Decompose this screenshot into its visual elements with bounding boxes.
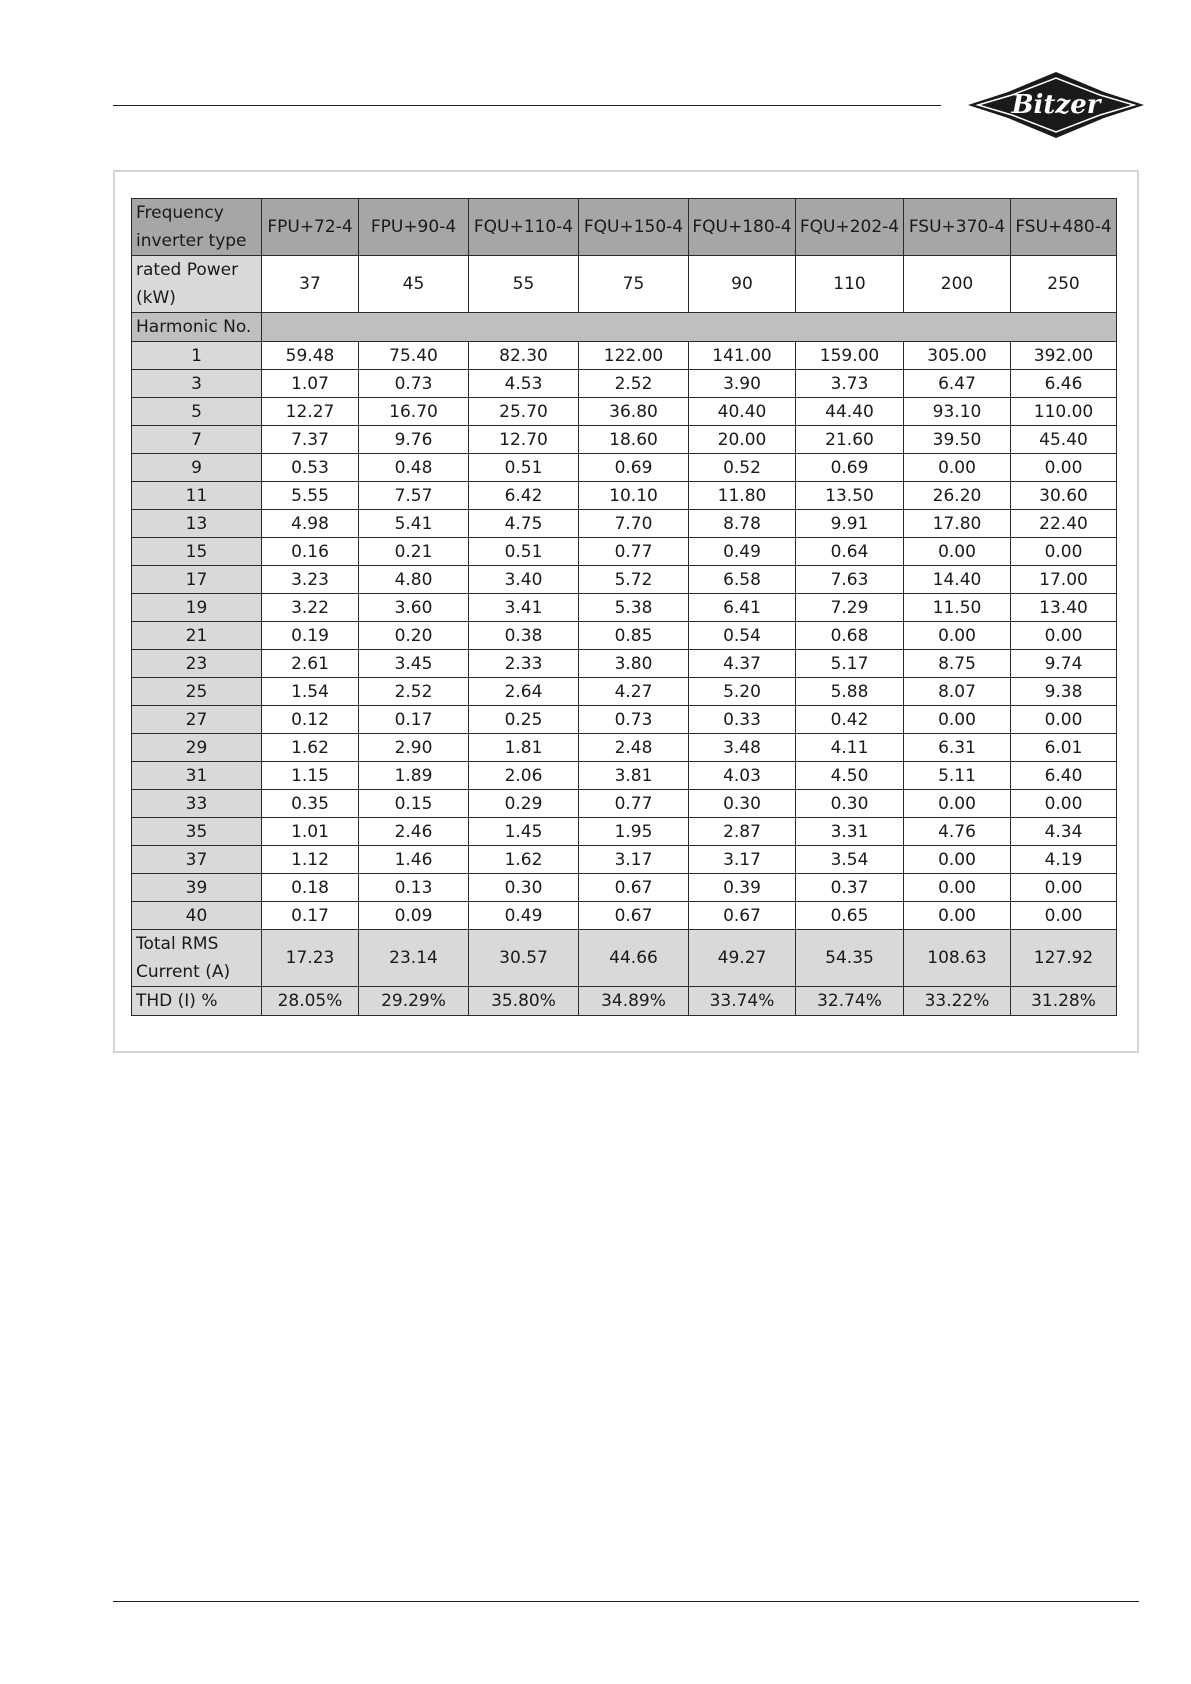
harmonic-value: 0.25 <box>469 706 579 734</box>
harmonic-value: 18.60 <box>579 426 689 454</box>
harmonic-value: 22.40 <box>1011 510 1117 538</box>
harmonic-value: 44.40 <box>796 398 904 426</box>
harmonic-number: 5 <box>132 398 262 426</box>
harmonic-value: 1.95 <box>579 818 689 846</box>
harmonic-value: 0.30 <box>689 790 796 818</box>
harmonic-value: 3.81 <box>579 762 689 790</box>
total-rms-label: Total RMS Current (A) <box>132 930 262 987</box>
harmonic-value: 1.07 <box>262 370 359 398</box>
harmonic-value: 0.00 <box>904 790 1011 818</box>
table-row <box>132 370 1117 398</box>
total-rms-value: 30.57 <box>469 930 579 987</box>
harmonic-value: 0.67 <box>579 902 689 930</box>
thd-value: 29.29% <box>359 987 469 1016</box>
harmonic-value: 1.62 <box>469 846 579 874</box>
harmonic-number: 9 <box>132 454 262 482</box>
harmonic-value: 6.42 <box>469 482 579 510</box>
table-row <box>132 734 1117 762</box>
harmonic-number: 29 <box>132 734 262 762</box>
harmonic-value: 0.52 <box>689 454 796 482</box>
harmonic-value: 1.81 <box>469 734 579 762</box>
harmonic-value: 0.00 <box>1011 902 1117 930</box>
table-row <box>132 790 1117 818</box>
harmonic-number: 31 <box>132 762 262 790</box>
harmonic-value: 3.31 <box>796 818 904 846</box>
harmonic-value: 12.27 <box>262 398 359 426</box>
table-row <box>132 818 1117 846</box>
harmonic-value: 11.80 <box>689 482 796 510</box>
harmonic-value: 0.67 <box>579 874 689 902</box>
harmonic-value: 305.00 <box>904 342 1011 370</box>
harmonic-number: 7 <box>132 426 262 454</box>
harmonic-value: 0.77 <box>579 538 689 566</box>
harmonic-value: 0.00 <box>1011 622 1117 650</box>
thd-value: 34.89% <box>579 987 689 1016</box>
harmonic-value: 3.80 <box>579 650 689 678</box>
harmonic-value: 0.19 <box>262 622 359 650</box>
harmonic-label: Harmonic No. <box>132 313 262 342</box>
harmonic-value: 2.52 <box>579 370 689 398</box>
harmonic-value: 4.53 <box>469 370 579 398</box>
harmonic-value: 25.70 <box>469 398 579 426</box>
harmonic-value: 8.75 <box>904 650 1011 678</box>
harmonic-value: 0.18 <box>262 874 359 902</box>
table-row <box>132 594 1117 622</box>
thd-value: 33.22% <box>904 987 1011 1016</box>
harmonic-value: 12.70 <box>469 426 579 454</box>
harmonic-value: 0.65 <box>796 902 904 930</box>
footer-rule <box>113 1601 1139 1602</box>
thd-row <box>132 987 1117 1016</box>
harmonic-value: 2.52 <box>359 678 469 706</box>
harmonic-value: 0.35 <box>262 790 359 818</box>
harmonic-value: 0.20 <box>359 622 469 650</box>
thd-value: 32.74% <box>796 987 904 1016</box>
harmonic-value: 4.76 <box>904 818 1011 846</box>
harmonic-value: 0.73 <box>579 706 689 734</box>
harmonic-value: 36.80 <box>579 398 689 426</box>
rated-power-value: 37 <box>262 256 359 313</box>
table-row <box>132 454 1117 482</box>
harmonic-value: 0.00 <box>1011 454 1117 482</box>
harmonic-value: 1.62 <box>262 734 359 762</box>
harmonic-value: 0.21 <box>359 538 469 566</box>
harmonic-value: 0.51 <box>469 454 579 482</box>
total-rms-value: 49.27 <box>689 930 796 987</box>
harmonic-value: 5.11 <box>904 762 1011 790</box>
table-row <box>132 706 1117 734</box>
harmonic-value: 0.00 <box>904 622 1011 650</box>
harmonic-value: 1.15 <box>262 762 359 790</box>
table-row <box>132 538 1117 566</box>
harmonic-value: 2.33 <box>469 650 579 678</box>
rated-power-row <box>132 256 1117 313</box>
harmonic-value: 7.57 <box>359 482 469 510</box>
thd-value: 33.74% <box>689 987 796 1016</box>
harmonic-value: 4.19 <box>1011 846 1117 874</box>
harmonic-value: 0.00 <box>1011 874 1117 902</box>
harmonic-value: 1.46 <box>359 846 469 874</box>
harmonic-value: 2.46 <box>359 818 469 846</box>
harmonic-value: 0.00 <box>904 706 1011 734</box>
harmonic-value: 2.64 <box>469 678 579 706</box>
harmonic-value: 1.45 <box>469 818 579 846</box>
harmonic-value: 5.72 <box>579 566 689 594</box>
harmonic-value: 0.53 <box>262 454 359 482</box>
header-label: Frequency inverter type <box>132 199 262 256</box>
harmonic-value: 0.67 <box>689 902 796 930</box>
harmonic-number: 13 <box>132 510 262 538</box>
harmonic-value: 0.68 <box>796 622 904 650</box>
harmonic-value: 4.11 <box>796 734 904 762</box>
model-header: FQU+180-4 <box>689 199 796 256</box>
bitzer-logo <box>968 72 1144 138</box>
total-rms-value: 127.92 <box>1011 930 1117 987</box>
harmonic-value: 4.34 <box>1011 818 1117 846</box>
harmonic-value: 45.40 <box>1011 426 1117 454</box>
harmonic-value: 6.01 <box>1011 734 1117 762</box>
harmonic-value: 4.50 <box>796 762 904 790</box>
harmonic-value: 5.20 <box>689 678 796 706</box>
rated-power-label: rated Power (kW) <box>132 256 262 313</box>
model-header: FSU+370-4 <box>904 199 1011 256</box>
harmonic-value: 0.00 <box>904 874 1011 902</box>
harmonic-value: 0.00 <box>1011 706 1117 734</box>
harmonic-value: 0.49 <box>689 538 796 566</box>
harmonic-value: 0.39 <box>689 874 796 902</box>
harmonic-value: 0.85 <box>579 622 689 650</box>
harmonic-value: 0.51 <box>469 538 579 566</box>
harmonic-value: 16.70 <box>359 398 469 426</box>
harmonic-value: 6.31 <box>904 734 1011 762</box>
harmonic-number: 35 <box>132 818 262 846</box>
harmonic-value: 0.00 <box>904 538 1011 566</box>
harmonic-value: 0.17 <box>262 902 359 930</box>
harmonic-value: 0.64 <box>796 538 904 566</box>
harmonic-header-fill <box>262 313 1117 342</box>
harmonic-value: 0.30 <box>469 874 579 902</box>
harmonic-value: 0.42 <box>796 706 904 734</box>
harmonic-number: 11 <box>132 482 262 510</box>
harmonic-value: 1.89 <box>359 762 469 790</box>
harmonic-value: 1.12 <box>262 846 359 874</box>
harmonic-value: 141.00 <box>689 342 796 370</box>
harmonic-value: 6.58 <box>689 566 796 594</box>
rated-power-value: 55 <box>469 256 579 313</box>
harmonic-value: 0.09 <box>359 902 469 930</box>
table-row <box>132 566 1117 594</box>
table-row <box>132 678 1117 706</box>
rated-power-value: 110 <box>796 256 904 313</box>
model-header: FQU+202-4 <box>796 199 904 256</box>
harmonic-value: 17.80 <box>904 510 1011 538</box>
harmonic-value: 0.48 <box>359 454 469 482</box>
harmonic-value: 0.13 <box>359 874 469 902</box>
harmonic-value: 9.91 <box>796 510 904 538</box>
harmonic-value: 7.29 <box>796 594 904 622</box>
harmonic-value: 11.50 <box>904 594 1011 622</box>
model-header: FQU+110-4 <box>469 199 579 256</box>
harmonic-value: 5.38 <box>579 594 689 622</box>
harmonic-number: 15 <box>132 538 262 566</box>
total-rms-row <box>132 930 1117 987</box>
harmonic-value: 0.38 <box>469 622 579 650</box>
harmonic-value: 3.17 <box>579 846 689 874</box>
table-row <box>132 622 1117 650</box>
harmonic-value: 30.60 <box>1011 482 1117 510</box>
rated-power-value: 250 <box>1011 256 1117 313</box>
harmonic-value: 4.80 <box>359 566 469 594</box>
harmonic-value: 4.03 <box>689 762 796 790</box>
harmonic-value: 20.00 <box>689 426 796 454</box>
harmonic-number: 33 <box>132 790 262 818</box>
harmonic-value: 0.33 <box>689 706 796 734</box>
harmonic-number: 23 <box>132 650 262 678</box>
harmonic-value: 6.40 <box>1011 762 1117 790</box>
harmonic-value: 0.69 <box>796 454 904 482</box>
harmonic-value: 0.12 <box>262 706 359 734</box>
harmonic-number: 25 <box>132 678 262 706</box>
harmonic-value: 8.78 <box>689 510 796 538</box>
table-row <box>132 874 1117 902</box>
harmonic-value: 4.98 <box>262 510 359 538</box>
harmonic-value: 0.77 <box>579 790 689 818</box>
table-row <box>132 398 1117 426</box>
harmonic-value: 14.40 <box>904 566 1011 594</box>
harmonic-value: 26.20 <box>904 482 1011 510</box>
harmonic-value: 5.41 <box>359 510 469 538</box>
harmonic-value: 59.48 <box>262 342 359 370</box>
table-row <box>132 342 1117 370</box>
total-rms-value: 108.63 <box>904 930 1011 987</box>
harmonic-value: 0.29 <box>469 790 579 818</box>
harmonic-value: 75.40 <box>359 342 469 370</box>
harmonic-value: 6.47 <box>904 370 1011 398</box>
harmonic-value: 0.30 <box>796 790 904 818</box>
harmonic-number: 1 <box>132 342 262 370</box>
table-row <box>132 426 1117 454</box>
harmonic-value: 1.01 <box>262 818 359 846</box>
harmonic-value: 3.17 <box>689 846 796 874</box>
harmonic-value: 1.54 <box>262 678 359 706</box>
total-rms-value: 44.66 <box>579 930 689 987</box>
logo-text: Bitzer <box>1011 90 1101 120</box>
thd-label: THD (I) % <box>132 987 262 1016</box>
harmonic-value: 3.60 <box>359 594 469 622</box>
rated-power-value: 75 <box>579 256 689 313</box>
harmonic-value: 7.37 <box>262 426 359 454</box>
harmonic-value: 13.50 <box>796 482 904 510</box>
harmonic-value: 0.00 <box>1011 538 1117 566</box>
harmonic-value: 82.30 <box>469 342 579 370</box>
harmonic-number: 21 <box>132 622 262 650</box>
harmonic-number: 19 <box>132 594 262 622</box>
harmonic-value: 0.49 <box>469 902 579 930</box>
harmonic-value: 0.16 <box>262 538 359 566</box>
harmonic-number: 37 <box>132 846 262 874</box>
harmonic-value: 3.90 <box>689 370 796 398</box>
model-header: FSU+480-4 <box>1011 199 1117 256</box>
harmonic-value: 3.54 <box>796 846 904 874</box>
harmonic-value: 0.00 <box>904 846 1011 874</box>
harmonic-value: 0.15 <box>359 790 469 818</box>
total-rms-value: 54.35 <box>796 930 904 987</box>
harmonic-value: 0.00 <box>904 902 1011 930</box>
harmonic-header-row <box>132 313 1117 342</box>
harmonic-value: 4.75 <box>469 510 579 538</box>
thd-value: 28.05% <box>262 987 359 1016</box>
harmonic-value: 3.48 <box>689 734 796 762</box>
table-row <box>132 846 1117 874</box>
harmonic-value: 4.37 <box>689 650 796 678</box>
harmonic-value: 21.60 <box>796 426 904 454</box>
harmonic-value: 0.54 <box>689 622 796 650</box>
harmonics-table <box>131 198 1117 1016</box>
harmonic-value: 2.90 <box>359 734 469 762</box>
harmonic-value: 8.07 <box>904 678 1011 706</box>
harmonic-value: 0.00 <box>904 454 1011 482</box>
harmonic-value: 7.70 <box>579 510 689 538</box>
harmonic-value: 0.69 <box>579 454 689 482</box>
harmonic-value: 2.48 <box>579 734 689 762</box>
harmonic-value: 0.73 <box>359 370 469 398</box>
harmonic-value: 9.38 <box>1011 678 1117 706</box>
harmonic-value: 0.37 <box>796 874 904 902</box>
harmonic-value: 5.55 <box>262 482 359 510</box>
harmonic-value: 13.40 <box>1011 594 1117 622</box>
rated-power-value: 90 <box>689 256 796 313</box>
harmonic-value: 3.22 <box>262 594 359 622</box>
harmonic-value: 3.41 <box>469 594 579 622</box>
table-row <box>132 650 1117 678</box>
harmonic-number: 40 <box>132 902 262 930</box>
thd-value: 35.80% <box>469 987 579 1016</box>
harmonic-value: 0.00 <box>1011 790 1117 818</box>
harmonic-value: 110.00 <box>1011 398 1117 426</box>
harmonic-value: 392.00 <box>1011 342 1117 370</box>
table-row <box>132 482 1117 510</box>
header-row <box>132 199 1117 256</box>
harmonic-value: 3.45 <box>359 650 469 678</box>
harmonic-value: 9.76 <box>359 426 469 454</box>
harmonic-value: 93.10 <box>904 398 1011 426</box>
harmonic-value: 0.17 <box>359 706 469 734</box>
table-row <box>132 762 1117 790</box>
harmonic-value: 7.63 <box>796 566 904 594</box>
harmonic-value: 159.00 <box>796 342 904 370</box>
model-header: FQU+150-4 <box>579 199 689 256</box>
harmonic-value: 3.23 <box>262 566 359 594</box>
model-header: FPU+90-4 <box>359 199 469 256</box>
harmonic-number: 27 <box>132 706 262 734</box>
harmonic-value: 4.27 <box>579 678 689 706</box>
harmonic-value: 10.10 <box>579 482 689 510</box>
harmonic-number: 17 <box>132 566 262 594</box>
harmonic-value: 122.00 <box>579 342 689 370</box>
harmonic-value: 3.73 <box>796 370 904 398</box>
header-rule <box>113 105 941 106</box>
harmonic-value: 5.88 <box>796 678 904 706</box>
total-rms-value: 23.14 <box>359 930 469 987</box>
harmonic-value: 2.61 <box>262 650 359 678</box>
harmonic-value: 9.74 <box>1011 650 1117 678</box>
harmonic-number: 39 <box>132 874 262 902</box>
table-row <box>132 510 1117 538</box>
total-rms-value: 17.23 <box>262 930 359 987</box>
harmonic-value: 40.40 <box>689 398 796 426</box>
harmonic-value: 6.46 <box>1011 370 1117 398</box>
table-body <box>132 199 1117 1016</box>
harmonic-value: 2.87 <box>689 818 796 846</box>
model-header: FPU+72-4 <box>262 199 359 256</box>
harmonic-value: 17.00 <box>1011 566 1117 594</box>
table-row <box>132 902 1117 930</box>
harmonic-value: 5.17 <box>796 650 904 678</box>
thd-value: 31.28% <box>1011 987 1117 1016</box>
harmonic-value: 2.06 <box>469 762 579 790</box>
harmonic-value: 6.41 <box>689 594 796 622</box>
harmonic-value: 39.50 <box>904 426 1011 454</box>
rated-power-value: 45 <box>359 256 469 313</box>
harmonic-number: 3 <box>132 370 262 398</box>
harmonic-value: 3.40 <box>469 566 579 594</box>
rated-power-value: 200 <box>904 256 1011 313</box>
